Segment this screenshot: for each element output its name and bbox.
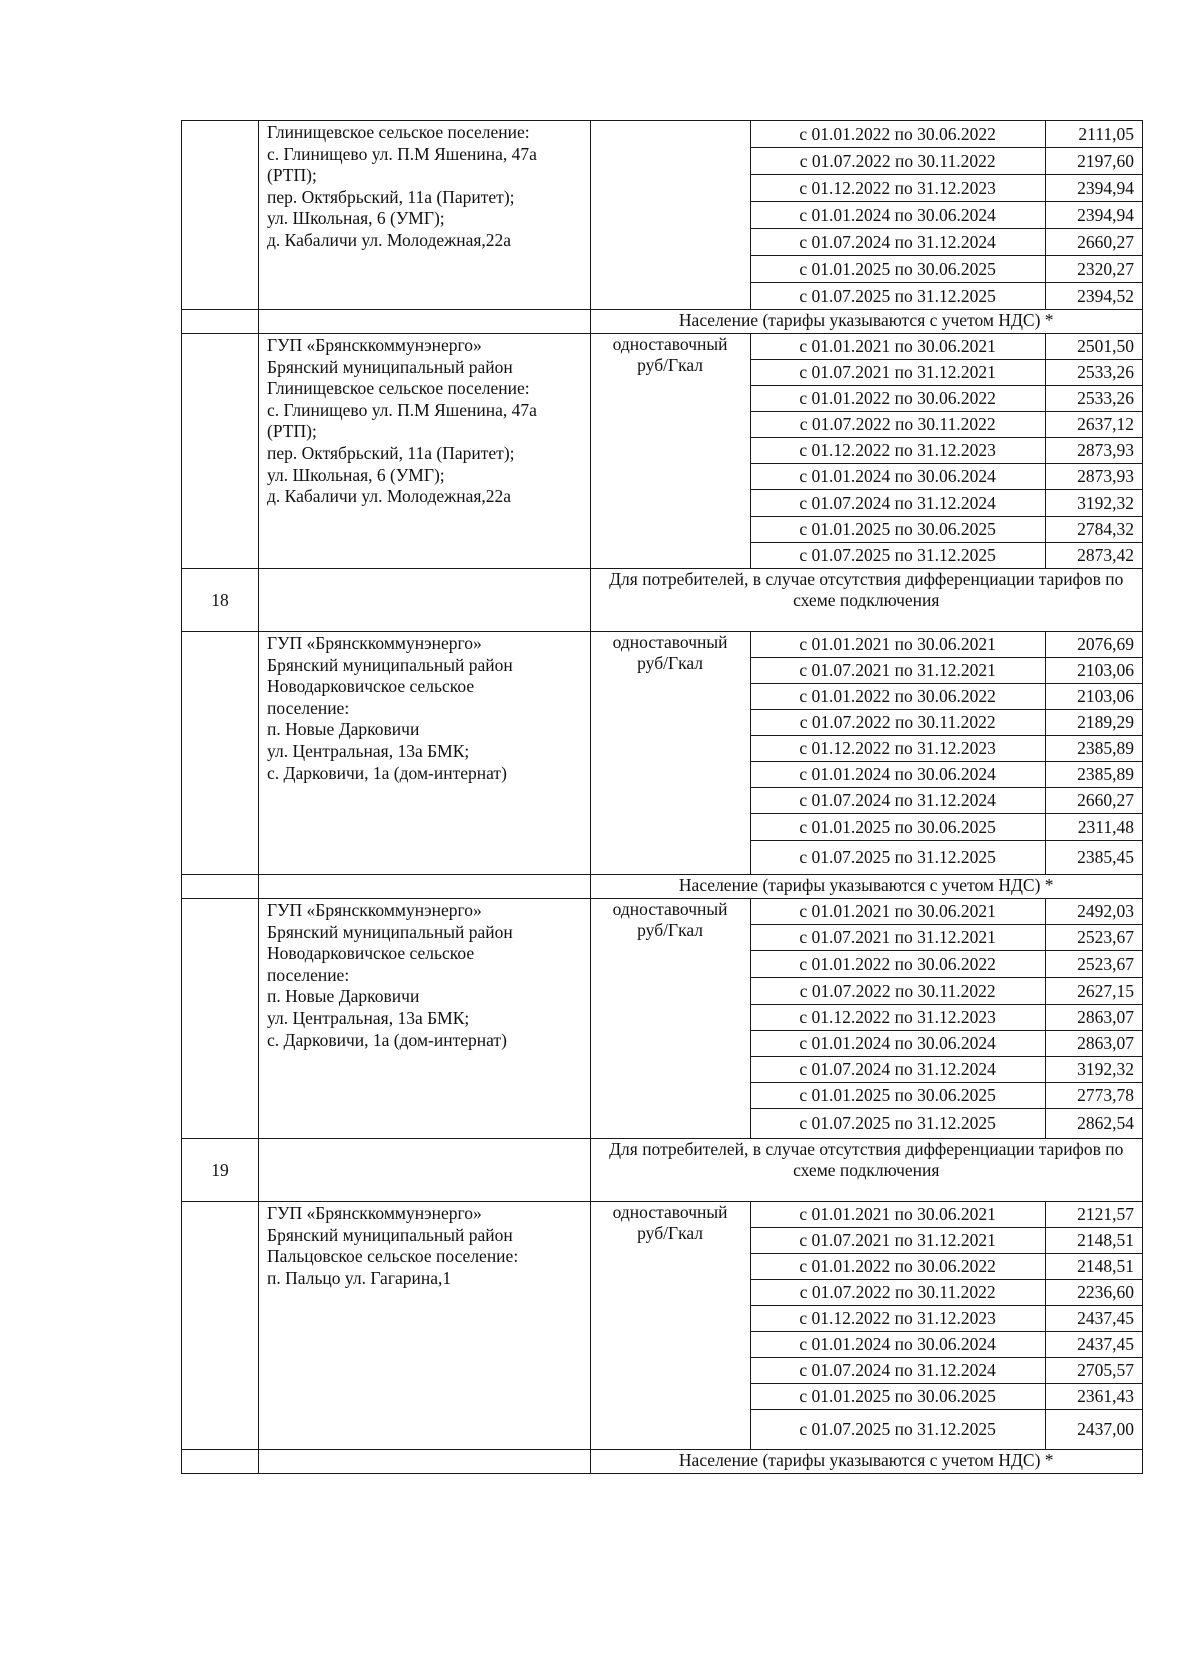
- tariff-value: 2873,42: [1045, 543, 1142, 569]
- tariff-value: 2103,06: [1045, 684, 1142, 710]
- row-number-cell: [182, 1202, 259, 1450]
- empty-cell: [259, 875, 590, 899]
- tariff-value: 2873,93: [1045, 438, 1142, 464]
- tariff-period: с 01.12.2022 по 31.12.2023: [750, 175, 1045, 202]
- tariff-period: с 01.01.2021 по 30.06.2021: [750, 1202, 1045, 1228]
- tariff-value: 2501,50: [1045, 334, 1142, 360]
- tariff-value: 2773,78: [1045, 1083, 1142, 1109]
- tariff-period: с 01.07.2024 по 31.12.2024: [750, 229, 1045, 256]
- row-number-cell: [182, 632, 259, 875]
- tariff-period: с 01.01.2021 по 30.06.2021: [750, 334, 1045, 360]
- tariff-period: с 01.12.2022 по 31.12.2023: [750, 438, 1045, 464]
- row-number-cell: [182, 334, 259, 569]
- tariff-period: с 01.01.2021 по 30.06.2021: [750, 632, 1045, 658]
- tariff-period: с 01.07.2025 по 31.12.2025: [750, 1410, 1045, 1450]
- population-row: [182, 875, 1143, 899]
- row-number-cell: [182, 899, 259, 1139]
- tariff-period: с 01.07.2022 по 30.11.2022: [750, 1280, 1045, 1306]
- tariff-row: [182, 334, 1143, 360]
- tariff-period: с 01.01.2024 по 30.06.2024: [750, 1332, 1045, 1358]
- section-header-row: [182, 1139, 1143, 1202]
- tariff-period: с 01.07.2024 по 31.12.2024: [750, 1358, 1045, 1384]
- tariff-table-body: [182, 121, 1143, 1474]
- tariff-value: 2492,03: [1045, 899, 1142, 925]
- section-title: Для потребителей, в случае отсутствия дифференциации тарифов по схеме подключения: [590, 1139, 1143, 1202]
- tariff-value: 2660,27: [1045, 788, 1142, 814]
- rate-type: одноставочный руб/Гкал: [590, 1202, 750, 1450]
- rate-type: одноставочный руб/Гкал: [590, 899, 750, 1139]
- supplier-address: Глинищевское сельское поселение: с. Глинищево ул. П.М Яшенина, 47а (РТП); пер. Октябрьский, 11а (Паритет); ул. Школьная, 6 (УМГ); д. Кабаличи ул. Молодежная,22а: [259, 121, 590, 310]
- section-title: Для потребителей, в случае отсутствия дифференциации тарифов по схеме подключения: [590, 569, 1143, 632]
- tariff-value: 2863,07: [1045, 1031, 1142, 1057]
- tariff-period: с 01.07.2022 по 30.11.2022: [750, 710, 1045, 736]
- tariff-period: с 01.07.2021 по 31.12.2021: [750, 1228, 1045, 1254]
- tariff-period: с 01.07.2024 по 31.12.2024: [750, 490, 1045, 517]
- tariff-value: 2148,51: [1045, 1254, 1142, 1280]
- tariff-value: 2103,06: [1045, 658, 1142, 684]
- tariff-table: [181, 120, 1143, 1474]
- row-number-cell: [182, 875, 259, 899]
- section-header-row: [182, 569, 1143, 632]
- tariff-value: 2437,00: [1045, 1410, 1142, 1450]
- tariff-period: с 01.01.2024 по 30.06.2024: [750, 762, 1045, 788]
- tariff-period: с 01.07.2021 по 31.12.2021: [750, 658, 1045, 684]
- tariff-value: 2862,54: [1045, 1109, 1142, 1139]
- section-number: 18: [182, 569, 259, 632]
- tariff-value: 2385,45: [1045, 841, 1142, 875]
- supplier-address: ГУП «Брянсккоммунэнерго» Брянский муниципальный район Новодарковичское сельское поселение: п. Новые Дарковичи ул. Центральная, 13а БМК; с. Дарковичи, 1а (дом-интернат): [259, 899, 590, 1139]
- tariff-period: с 01.01.2025 по 30.06.2025: [750, 256, 1045, 283]
- tariff-value: 2311,48: [1045, 814, 1142, 841]
- tariff-value: 2236,60: [1045, 1280, 1142, 1306]
- rate-type: одноставочный руб/Гкал: [590, 334, 750, 569]
- empty-cell: [259, 1450, 590, 1474]
- rate-type: одноставочный руб/Гкал: [590, 632, 750, 875]
- row-number-cell: [182, 1450, 259, 1474]
- tariff-value: 2394,52: [1045, 283, 1142, 310]
- tariff-value: 2121,57: [1045, 1202, 1142, 1228]
- tariff-period: с 01.07.2022 по 30.11.2022: [750, 412, 1045, 438]
- supplier-address: ГУП «Брянсккоммунэнерго» Брянский муниципальный район Новодарковичское сельское поселение: п. Новые Дарковичи ул. Центральная, 13а БМК; с. Дарковичи, 1а (дом-интернат): [259, 632, 590, 875]
- tariff-period: с 01.01.2025 по 30.06.2025: [750, 1083, 1045, 1109]
- tariff-row: [182, 899, 1143, 925]
- tariff-period: с 01.01.2022 по 30.06.2022: [750, 684, 1045, 710]
- tariff-value: 2076,69: [1045, 632, 1142, 658]
- tariff-period: с 01.01.2022 по 30.06.2022: [750, 121, 1045, 148]
- tariff-period: с 01.07.2025 по 31.12.2025: [750, 841, 1045, 875]
- tariff-value: 2394,94: [1045, 202, 1142, 229]
- tariff-period: с 01.07.2021 по 31.12.2021: [750, 360, 1045, 386]
- section-number: 19: [182, 1139, 259, 1202]
- rate-type: [590, 121, 750, 310]
- tariff-period: с 01.01.2024 по 30.06.2024: [750, 464, 1045, 490]
- tariff-value: 2385,89: [1045, 736, 1142, 762]
- tariff-value: 2873,93: [1045, 464, 1142, 490]
- tariff-value: 3192,32: [1045, 490, 1142, 517]
- empty-cell: [259, 310, 590, 334]
- tariff-value: 2437,45: [1045, 1332, 1142, 1358]
- tariff-row: [182, 1202, 1143, 1228]
- tariff-value: 2637,12: [1045, 412, 1142, 438]
- tariff-value: 2533,26: [1045, 386, 1142, 412]
- tariff-period: с 01.07.2024 по 31.12.2024: [750, 1057, 1045, 1083]
- tariff-period: с 01.01.2021 по 30.06.2021: [750, 899, 1045, 925]
- tariff-period: с 01.01.2024 по 30.06.2024: [750, 1031, 1045, 1057]
- tariff-value: 2197,60: [1045, 148, 1142, 175]
- tariff-period: с 01.07.2025 по 31.12.2025: [750, 543, 1045, 569]
- tariff-value: 2627,15: [1045, 978, 1142, 1005]
- tariff-value: 2533,26: [1045, 360, 1142, 386]
- tariff-value: 2863,07: [1045, 1005, 1142, 1031]
- empty-cell: [259, 1139, 590, 1202]
- tariff-period: с 01.07.2024 по 31.12.2024: [750, 788, 1045, 814]
- tariff-value: 2523,67: [1045, 951, 1142, 978]
- tariff-value: 2394,94: [1045, 175, 1142, 202]
- tariff-period: с 01.01.2022 по 30.06.2022: [750, 951, 1045, 978]
- tariff-period: с 01.07.2022 по 30.11.2022: [750, 148, 1045, 175]
- tariff-period: с 01.01.2024 по 30.06.2024: [750, 202, 1045, 229]
- supplier-address: ГУП «Брянсккоммунэнерго» Брянский муниципальный район Пальцовское сельское поселение: п. Пальцо ул. Гагарина,1: [259, 1202, 590, 1450]
- tariff-value: 2111,05: [1045, 121, 1142, 148]
- tariff-period: с 01.07.2025 по 31.12.2025: [750, 1109, 1045, 1139]
- tariff-value: 2189,29: [1045, 710, 1142, 736]
- tariff-row: [182, 121, 1143, 148]
- tariff-value: 2784,32: [1045, 517, 1142, 543]
- tariff-period: с 01.12.2022 по 31.12.2023: [750, 736, 1045, 762]
- tariff-period: с 01.12.2022 по 31.12.2023: [750, 1005, 1045, 1031]
- row-number-cell: [182, 310, 259, 334]
- tariff-row: [182, 632, 1143, 658]
- tariff-period: с 01.12.2022 по 31.12.2023: [750, 1306, 1045, 1332]
- population-label: Население (тарифы указываются с учетом НДС) *: [590, 875, 1143, 899]
- tariff-value: 2523,67: [1045, 925, 1142, 951]
- tariff-period: с 01.01.2025 по 30.06.2025: [750, 517, 1045, 543]
- tariff-value: 2320,27: [1045, 256, 1142, 283]
- empty-cell: [259, 569, 590, 632]
- tariff-period: с 01.01.2022 по 30.06.2022: [750, 386, 1045, 412]
- supplier-address: ГУП «Брянсккоммунэнерго» Брянский муниципальный район Глинищевское сельское поселение: с. Глинищево ул. П.М Яшенина, 47а (РТП); пер. Октябрьский, 11а (Паритет); ул. Школьная, 6 (УМГ); д. Кабаличи ул. Молодежная,22а: [259, 334, 590, 569]
- tariff-period: с 01.01.2025 по 30.06.2025: [750, 814, 1045, 841]
- population-label: Население (тарифы указываются с учетом НДС) *: [590, 310, 1143, 334]
- population-row: [182, 310, 1143, 334]
- row-number-cell: [182, 121, 259, 310]
- tariff-value: 2437,45: [1045, 1306, 1142, 1332]
- population-row: [182, 1450, 1143, 1474]
- population-label: Население (тарифы указываются с учетом НДС) *: [590, 1450, 1143, 1474]
- tariff-period: с 01.01.2025 по 30.06.2025: [750, 1384, 1045, 1410]
- tariff-period: с 01.07.2025 по 31.12.2025: [750, 283, 1045, 310]
- tariff-value: 3192,32: [1045, 1057, 1142, 1083]
- tariff-value: 2385,89: [1045, 762, 1142, 788]
- tariff-value: 2361,43: [1045, 1384, 1142, 1410]
- tariff-value: 2148,51: [1045, 1228, 1142, 1254]
- tariff-value: 2660,27: [1045, 229, 1142, 256]
- tariff-period: с 01.07.2022 по 30.11.2022: [750, 978, 1045, 1005]
- tariff-period: с 01.01.2022 по 30.06.2022: [750, 1254, 1045, 1280]
- tariff-period: с 01.07.2021 по 31.12.2021: [750, 925, 1045, 951]
- tariff-value: 2705,57: [1045, 1358, 1142, 1384]
